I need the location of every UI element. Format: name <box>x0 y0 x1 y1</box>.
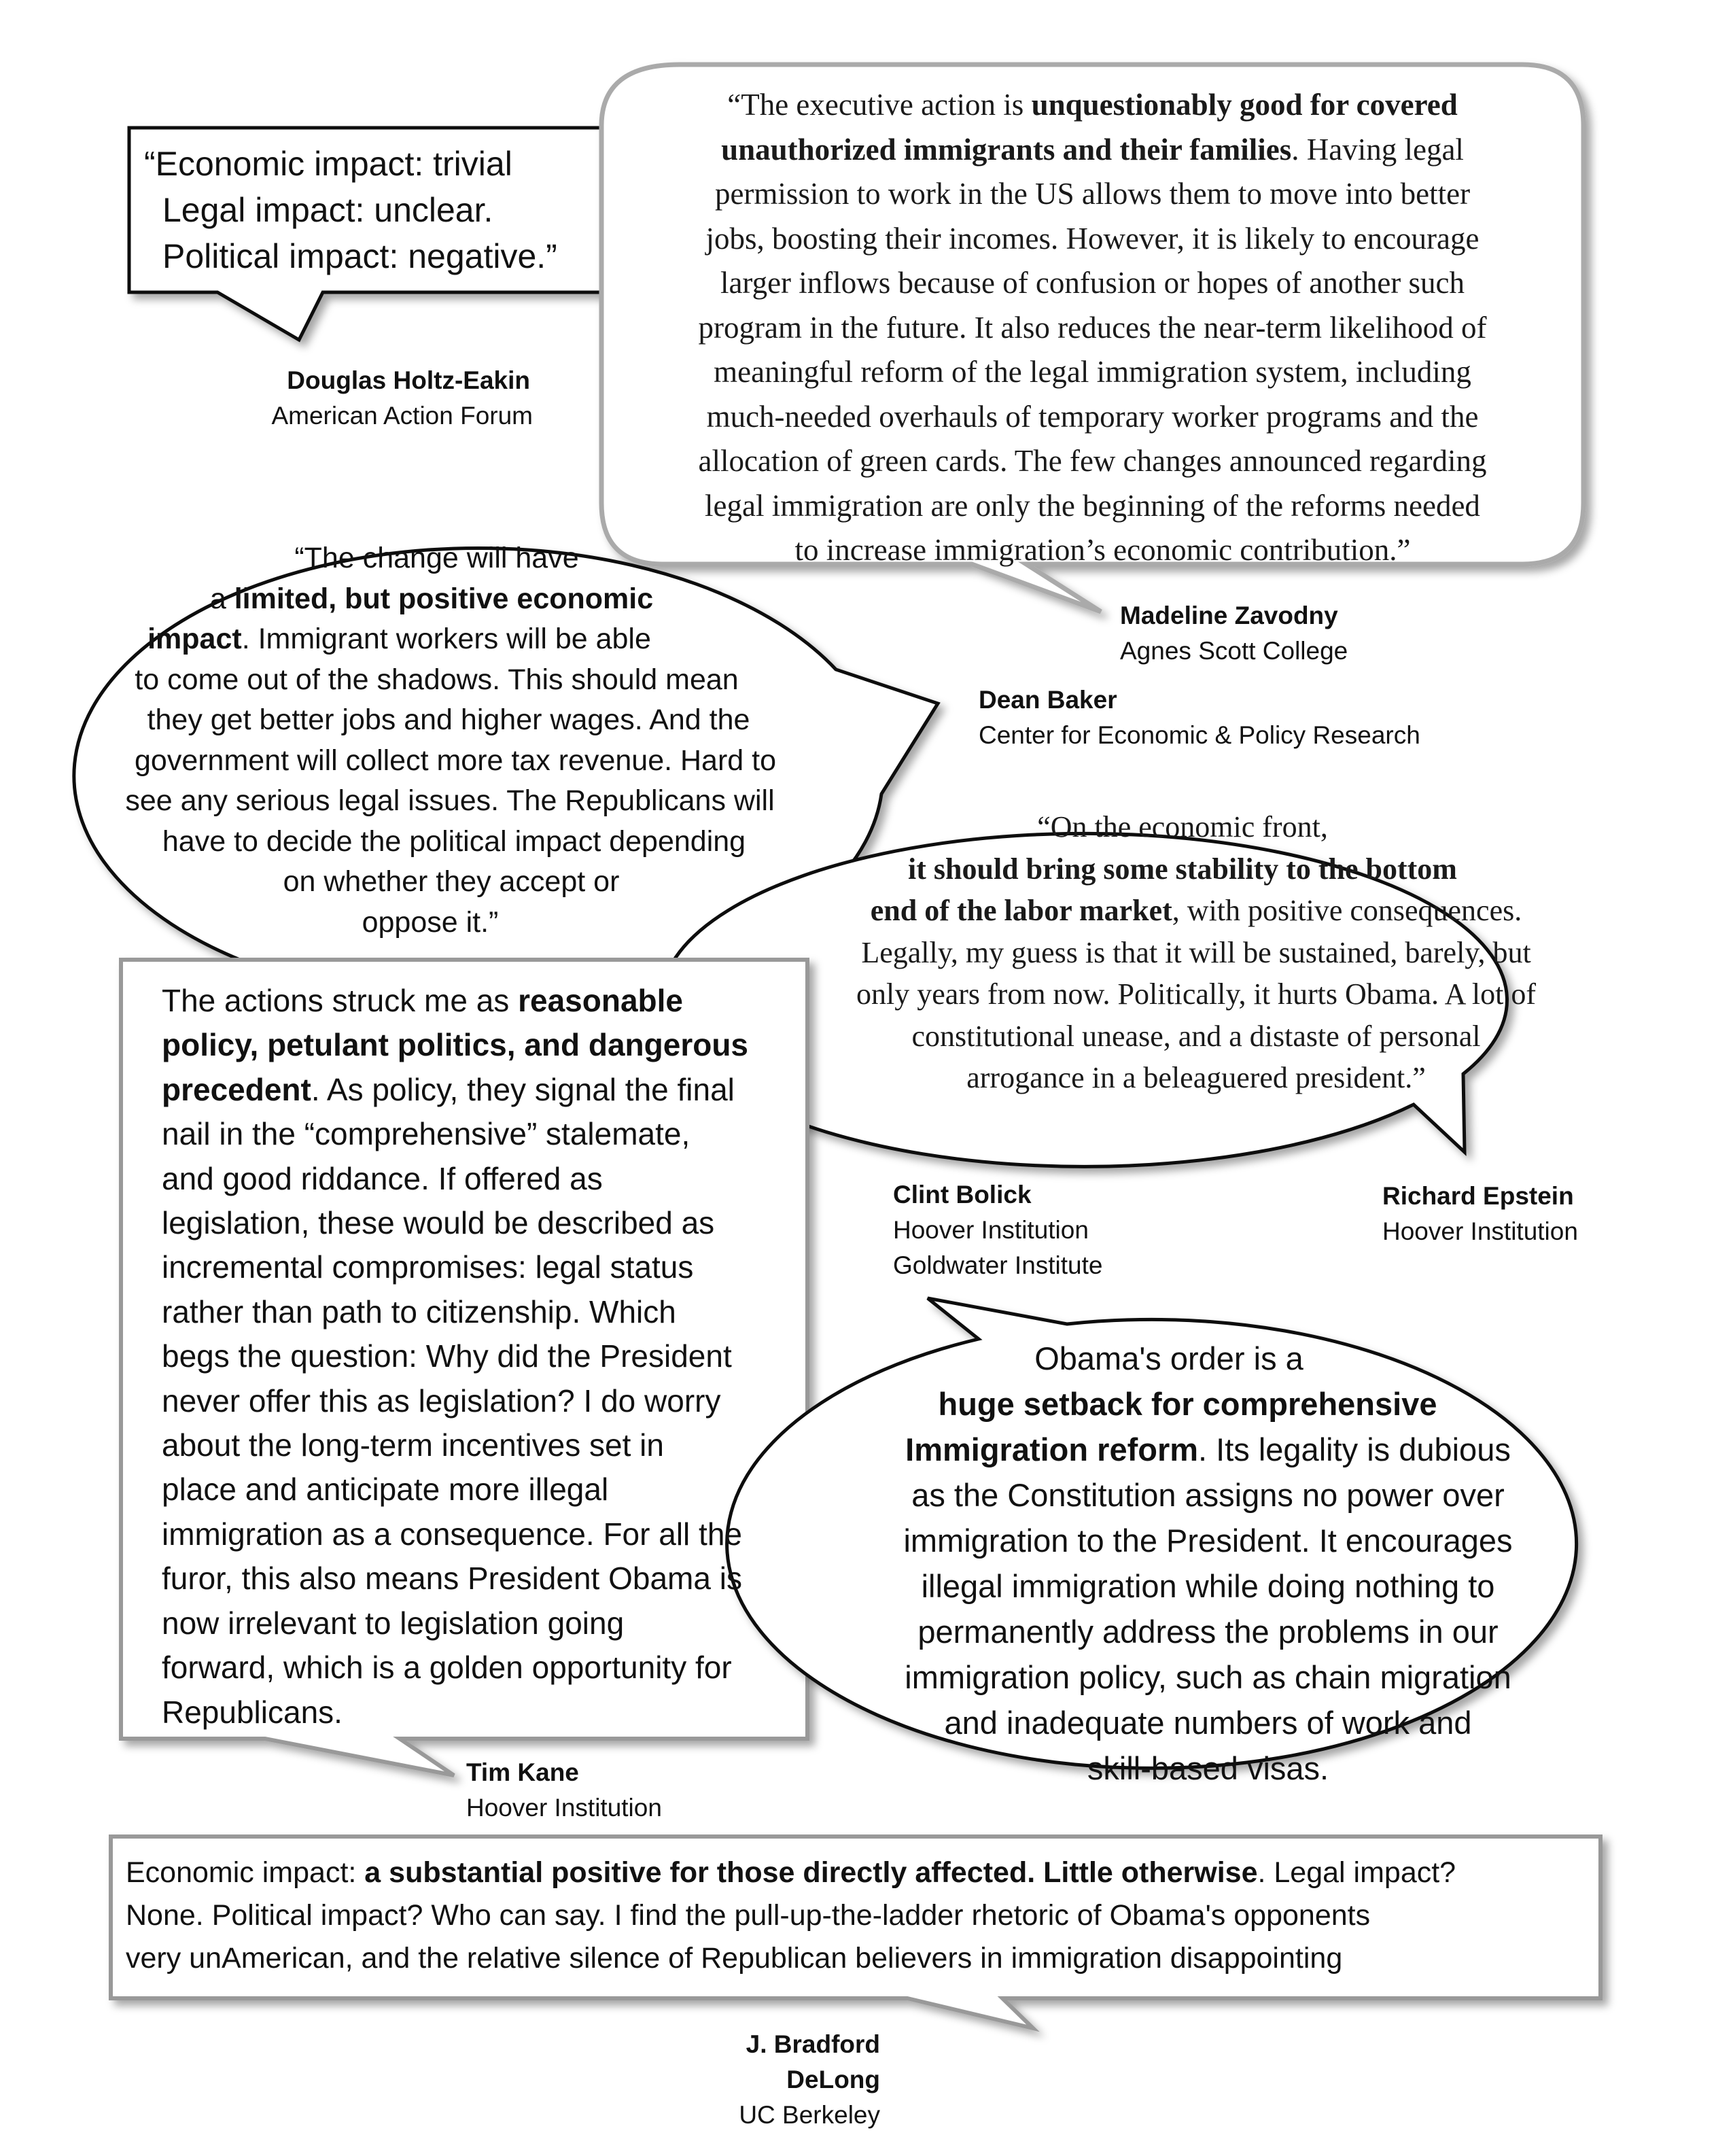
quote-emphasis: impact <box>147 623 242 655</box>
speaker-org: Goldwater Institute <box>893 1251 1103 1279</box>
quote-line: forward, which is a golden opportunity for <box>162 1650 732 1686</box>
zavodny-attribution <box>1120 598 1348 669</box>
speaker-org: Center for Economic & Policy Research <box>979 721 1420 749</box>
quote-line: incremental compromises: legal status <box>162 1249 694 1285</box>
quote-line: see any serious legal issues. The Republicans will <box>125 784 775 817</box>
quote-text: , with positive consequences. <box>1172 894 1522 927</box>
epstein-attribution <box>1382 1179 1578 1249</box>
quote-line: about the long-term incentives set in <box>162 1427 664 1463</box>
quote-emphasis: Immigration reform <box>905 1431 1199 1467</box>
speaker-org: UC Berkeley <box>739 2101 880 2129</box>
quote-line: never offer this as legislation? I do worry <box>162 1383 721 1419</box>
quote-line: only years from now. Politically, it hurts Obama. A lot of <box>856 977 1537 1011</box>
quote-line: arrogance in a beleaguered president.” <box>966 1061 1426 1094</box>
quote-line: constitutional unease, and a distaste of personal <box>911 1019 1481 1053</box>
quote-line: much-needed overhauls of temporary worker programs and the <box>706 399 1479 434</box>
quote-line <box>116 619 863 660</box>
speaker-name: Dean Baker <box>979 686 1117 714</box>
quote-line: government will collect more tax revenue. Hard to <box>134 744 777 777</box>
quote-line: larger inflows because of confusion or hopes of another such <box>720 266 1465 300</box>
speaker-org: Agnes Scott College <box>1120 637 1348 665</box>
speaker-org: Hoover Institution <box>893 1216 1089 1244</box>
speaker-name: J. Bradford DeLong <box>746 2030 880 2093</box>
quote-line: legal immigration are only the beginning of the reforms needed <box>705 488 1480 523</box>
quote-line <box>615 83 1570 128</box>
quote-line: have to decide the political impact depending <box>162 824 746 858</box>
quote-emphasis: it should bring some stability to the bottom <box>908 852 1457 886</box>
quote-text: “The executive action is <box>727 88 1032 122</box>
speaker-name: Tim Kane <box>466 1758 579 1786</box>
quote-emphasis: unquestionably good for covered <box>1031 88 1458 122</box>
quote-line: “Economic impact: trivial <box>144 145 512 183</box>
quote-line: very unAmerican, and the relative silence of Republican believers in immigration disappointing <box>126 1942 1343 1975</box>
quote-line: on whether they accept or <box>283 865 620 898</box>
quote-line <box>802 848 1590 890</box>
quote-line: allocation of green cards. The few changes announced regarding <box>698 444 1487 478</box>
kane-quote <box>162 979 804 1735</box>
bolick-quote <box>843 1336 1573 1791</box>
quote-emphasis: policy, petulant politics, and dangerous <box>162 1027 749 1063</box>
quote-line <box>615 128 1570 173</box>
quote-line: illegal immigration while doing nothing to <box>921 1568 1495 1604</box>
quote-line <box>802 890 1590 932</box>
quote-text: The actions struck me as <box>162 983 519 1018</box>
quote-emphasis: huge setback for comprehensive <box>938 1386 1437 1422</box>
quote-line: and good riddance. If offered as <box>162 1160 603 1196</box>
quote-line: oppose it.” <box>362 905 499 939</box>
quote-line: immigration to the President. It encourages <box>903 1523 1513 1559</box>
quote-line: Obama's order is a <box>1034 1340 1303 1376</box>
quote-text: . Its legality is dubious <box>1198 1431 1511 1467</box>
speaker-org: Hoover Institution <box>1382 1217 1578 1245</box>
holtz-eakin-attribution <box>247 363 533 434</box>
quote-line: skill-based visas. <box>1087 1750 1329 1786</box>
speaker-org: American Action Forum <box>271 402 533 430</box>
quote-emphasis: unauthorized immigrants and their families <box>721 132 1292 167</box>
quote-emphasis: end of the labor market <box>870 894 1172 927</box>
quote-line: Political impact: negative.” <box>162 237 557 275</box>
quote-text: a <box>209 582 234 615</box>
quote-line: rather than path to citizenship. Which <box>162 1293 676 1329</box>
quote-line: jobs, boosting their incomes. However, it is likely to encourage <box>705 221 1480 256</box>
quote-emphasis: limited, but positive economic <box>234 582 654 615</box>
delong-attribution <box>646 2027 880 2133</box>
quote-line: to increase immigration’s economic contribution.” <box>794 533 1411 567</box>
quote-line: place and anticipate more illegal <box>162 1472 609 1508</box>
quote-line: “On the economic front, <box>1037 810 1328 844</box>
quote-line: permission to work in the US allows them to move into better <box>714 177 1471 211</box>
quote-line: as the Constitution assigns no power over <box>911 1477 1505 1513</box>
quote-line: Republicans. <box>162 1694 343 1730</box>
delong-quote <box>126 1851 1600 1980</box>
quote-line <box>126 1851 1600 1894</box>
quote-line: they get better jobs and higher wages. And the <box>147 703 750 736</box>
quote-line: and inadequate numbers of work and <box>944 1705 1472 1741</box>
holtz-eakin-quote <box>144 141 606 279</box>
speaker-name: Clint Bolick <box>893 1181 1032 1209</box>
quote-text: . Having legal <box>1291 132 1464 167</box>
quote-line: immigration policy, such as chain migration <box>905 1659 1511 1695</box>
quote-line: immigration as a consequence. For all the <box>162 1516 742 1552</box>
quote-line: to come out of the shadows. This should mean <box>135 663 739 696</box>
quote-emphasis: a substantial positive for those directly affected. Little otherwise <box>364 1856 1258 1889</box>
quote-line <box>843 1381 1573 1427</box>
quote-emphasis: reasonable <box>518 983 683 1018</box>
quote-line: legislation, these would be described as <box>162 1205 715 1241</box>
quote-line <box>162 1023 804 1067</box>
speaker-name: Douglas Holtz-Eakin <box>287 366 530 394</box>
quote-line <box>116 579 863 620</box>
quote-line: now irrelevant to legislation going <box>162 1605 625 1641</box>
quote-text: Economic impact: <box>126 1856 365 1889</box>
speaker-org: Hoover Institution <box>466 1794 662 1822</box>
kane-attribution <box>466 1755 662 1826</box>
quote-line: “The change will have <box>294 542 579 574</box>
quote-line: meaningful reform of the legal immigration system, including <box>714 355 1471 389</box>
zavodny-quote <box>615 83 1570 573</box>
quote-line <box>162 979 804 1023</box>
baker-quote <box>116 538 863 943</box>
quote-line: begs the question: Why did the President <box>162 1338 732 1374</box>
quote-line: permanently address the problems in our <box>917 1614 1499 1650</box>
baker-attribution <box>979 682 1420 753</box>
quote-text: . Immigrant workers will be able <box>241 623 651 655</box>
quote-line: nail in the “comprehensive” stalemate, <box>162 1116 690 1152</box>
quote-line: Legal impact: unclear. <box>162 191 493 229</box>
bolick-attribution <box>893 1177 1102 1283</box>
quote-line: furor, this also means President Obama is <box>162 1561 742 1597</box>
quote-line <box>162 1068 804 1112</box>
quote-text: . Legal impact? <box>1257 1856 1456 1889</box>
speaker-name: Madeline Zavodny <box>1120 602 1338 629</box>
quote-line <box>843 1427 1573 1472</box>
epstein-quote <box>802 806 1590 1099</box>
quote-line: None. Political impact? Who can say. I find the pull-up-the-ladder rhetoric of Obama's opponents <box>126 1899 1371 1932</box>
quote-emphasis: precedent <box>162 1071 311 1107</box>
quote-line: Legally, my guess is that it will be sustained, barely, but <box>861 935 1531 969</box>
quote-line: program in the future. It also reduces the near-term likelihood of <box>698 310 1487 345</box>
quote-text: . As policy, they signal the final <box>311 1071 735 1107</box>
speaker-name: Richard Epstein <box>1382 1182 1574 1210</box>
